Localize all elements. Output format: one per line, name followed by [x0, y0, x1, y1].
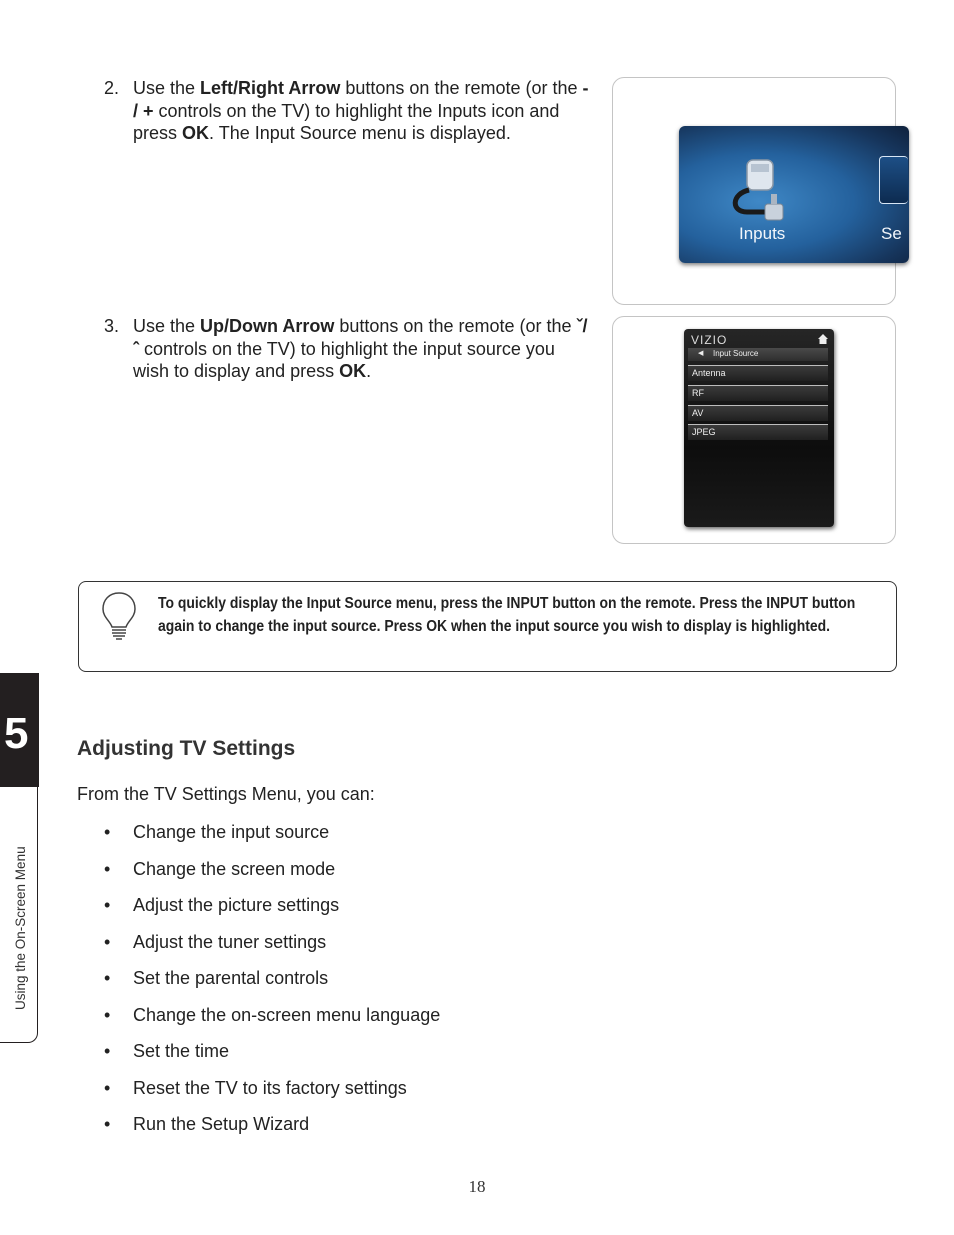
bullet-icon: •	[104, 1077, 111, 1098]
brand-logo: VIZIO	[691, 333, 728, 347]
list-item	[104, 1076, 440, 1113]
text-run: Use the	[133, 316, 201, 336]
section-heading: Adjusting TV Settings	[77, 737, 296, 760]
list-item-text: Adjust the tuner settings	[133, 931, 327, 952]
list-item	[104, 857, 440, 894]
input-source-menu	[684, 329, 834, 527]
text-run: Use the	[133, 78, 201, 98]
breadcrumb-label: Input Source	[713, 349, 759, 358]
list-item	[104, 820, 440, 857]
list-item-text: Change the screen mode	[133, 858, 336, 879]
list-item	[104, 1112, 440, 1149]
step-3	[104, 315, 594, 383]
chapter-number: 5	[4, 709, 29, 758]
list-item-text: Set the parental controls	[133, 968, 329, 988]
input-source-screenshot	[612, 316, 896, 544]
bullet-icon: •	[104, 858, 111, 879]
back-arrow-icon: ◀	[698, 350, 704, 357]
list-item	[104, 1039, 440, 1076]
menu-item-av: AV	[688, 405, 828, 421]
step-text	[133, 315, 594, 383]
bullet-icon: •	[104, 1004, 111, 1025]
settings-icon	[879, 156, 908, 204]
bold-term: OK	[182, 123, 210, 143]
list-item-text: Reset the TV to its factory settings	[133, 1077, 407, 1098]
chapter-tab	[0, 673, 39, 787]
bold-term: ˇ/ ˆ	[133, 316, 588, 359]
bullet-icon: •	[104, 895, 111, 915]
inputs-screenshot	[612, 77, 902, 305]
list-item-text: Change the input source	[133, 822, 330, 842]
list-item	[104, 1003, 440, 1040]
lightbulb-icon	[101, 591, 137, 641]
text-run: . The Input Source menu is displayed.	[209, 123, 511, 143]
next-item-label: Se	[881, 224, 902, 243]
chapter-label-tab	[0, 787, 38, 1043]
bullet-icon: •	[104, 931, 111, 952]
list-item	[104, 930, 440, 967]
text-run: buttons on the remote (or the	[334, 316, 577, 336]
list-item	[104, 893, 440, 930]
settings-list	[104, 820, 440, 1149]
inputs-menu-panel	[679, 126, 909, 263]
menu-item-antenna: Antenna	[688, 365, 828, 381]
inputs-label: Inputs	[739, 224, 786, 243]
list-item-text: Change the on-screen menu language	[133, 1004, 441, 1025]
bold-term: - / +	[133, 78, 589, 121]
step-text	[133, 77, 594, 145]
tip-box	[78, 581, 897, 672]
list-item-text: Run the Setup Wizard	[133, 1114, 310, 1134]
section-intro: From the TV Settings Menu, you can:	[77, 784, 375, 804]
tip-text: To quickly display the Input Source menu, press the INPUT button on the remote. Press the INPUT button again to change the input source. Press OK when the input source you wish to display is highlighted.	[158, 595, 856, 635]
bullet-icon: •	[104, 1114, 111, 1134]
bullet-icon: •	[104, 968, 111, 988]
list-item-text: Set the time	[133, 1041, 230, 1061]
text-run: .	[366, 361, 372, 381]
page-number: 18	[468, 1177, 486, 1196]
bullet-icon: •	[104, 822, 111, 842]
text-run: buttons on the remote (or the	[340, 78, 583, 98]
bullet-icon: •	[104, 1041, 111, 1061]
chapter-label: Using the On-Screen Menu	[13, 846, 28, 1010]
menu-item-jpeg: JPEG	[688, 424, 828, 440]
bold-term: Left/Right Arrow	[200, 78, 341, 98]
text-run: controls on the TV) to highlight the input source you wish to display and press	[133, 338, 555, 381]
list-item	[104, 966, 440, 1003]
list-item-text: Adjust the picture settings	[133, 895, 340, 915]
bold-term: OK	[339, 361, 367, 381]
text-run: controls on the TV) to highlight the Inputs icon and press	[133, 100, 560, 143]
step-2	[104, 77, 594, 145]
step-number: 2.	[104, 78, 120, 98]
bold-term: Up/Down Arrow	[200, 316, 335, 336]
step-number: 3.	[104, 316, 120, 336]
menu-item-rf: RF	[688, 385, 828, 401]
home-icon	[818, 334, 828, 344]
breadcrumb	[688, 348, 828, 361]
cable-icon	[725, 154, 795, 224]
